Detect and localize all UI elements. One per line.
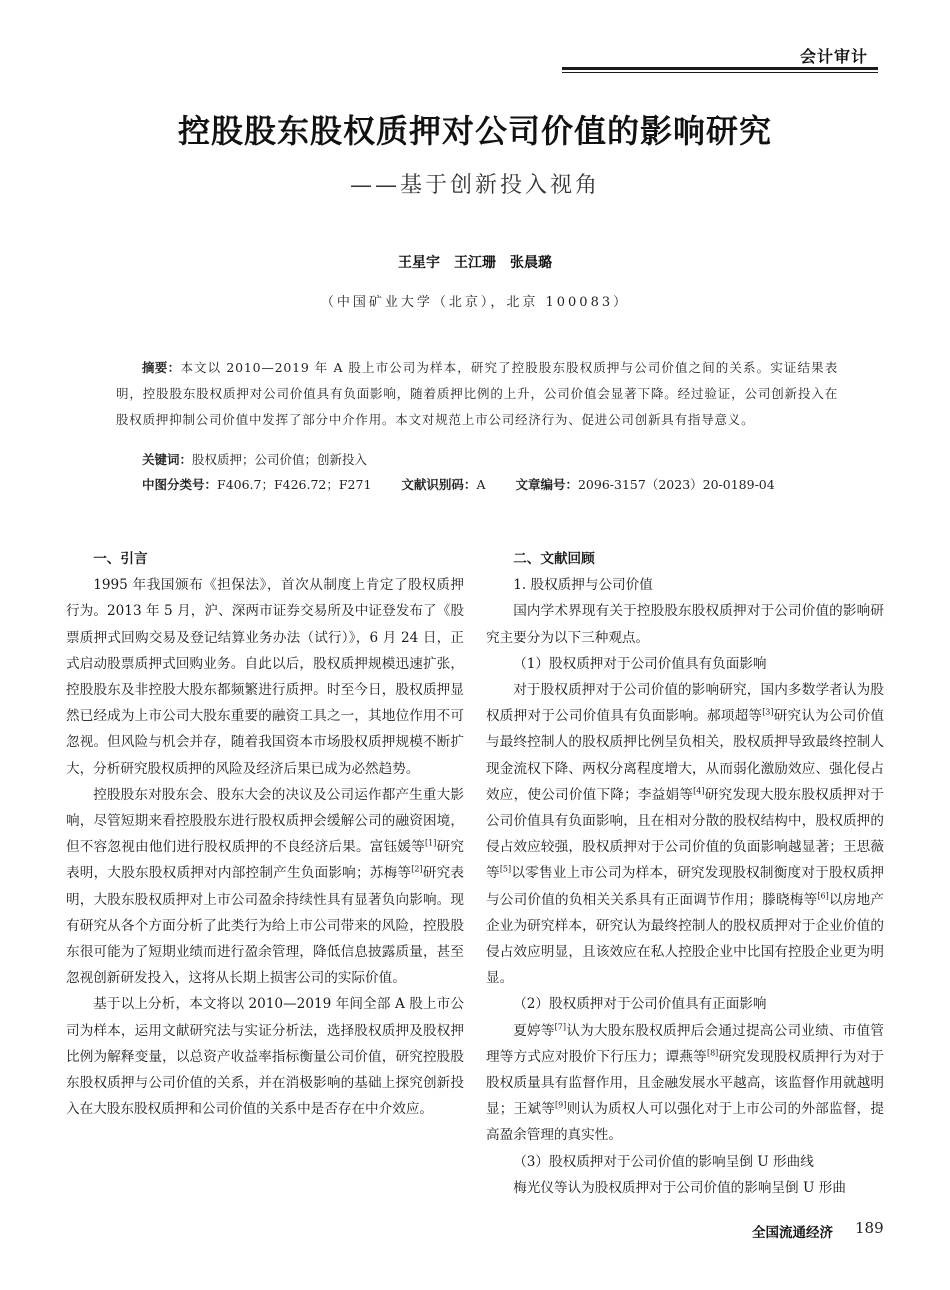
paper-subtitle: ——基于创新投入视角	[349, 173, 600, 198]
review-paragraph-2	[486, 677, 884, 991]
citation-ref: [3]	[762, 707, 774, 717]
text-run: 研究表明，大股东股权质押对内部控制产生负面影响；苏梅等	[66, 839, 465, 882]
citation-ref: [5]	[499, 864, 512, 874]
intro-paragraph-2	[66, 782, 464, 992]
review-paragraph-4: 梅光仪等认为股权质押对于公司价值的影响呈倒 U 形曲	[513, 1179, 846, 1196]
text-run: 对于股权质押对于公司价值的影响研究，国内多数学者认为股权质押对于公司价值具有负面影响。郝项超等	[486, 682, 884, 725]
abstract-text: 本文以 2010—2019 年 A 股上市公司为样本，研究了控股股东股权质押与公司价值之间的关系。实证结果表明，控股股东股权质押对公司价值具有负面影响，随着质押比例的上升，公司价值会显著下降。经过验证，公司创新投入在股权质押抑制公司价值中发挥了部分中介作用。本文对规范上市公司经济行为、促进公司创新具有指导意义。	[116, 360, 838, 427]
text-run: 以房地产企业为研究样本，研究认为最终控制人的股权质押对于企业价值的侵占效应明显，且该效应在私人控股企业中比国有控股企业更为明显。	[486, 891, 885, 987]
citation-ref: [4]	[693, 786, 705, 796]
left-column	[66, 546, 464, 1122]
citation-ref: [8]	[706, 1048, 719, 1058]
article-number-value: 2096-3157（2023）20-0189-04	[577, 477, 775, 492]
intro-paragraph-3: 基于以上分析，本文将以 2010—2019 年间全部 A 股上市公司为样本，运用文献研究法与实证分析法，选择股权质押及股权押比例为解释变量，以总资产收益率指标衡量公司价值，研究控股股东股权质押与公司价值的关系，并在消极影响的基础上探究创新投入在大股东股权质押和公司价值的关系中是否存在中介效应。	[66, 996, 464, 1118]
intro-paragraph-1: 1995 年我国颁布《担保法》，首次从制度上肯定了股权质押行为。2013 年 5 月，沪、深两市证券交易所及中证登发布了《股票质押式回购交易及登记结算业务办法（试行）》，6 月 24 日，正式启动股票质押式回购业务。自此以后，股权质押规模迅速扩张，控股股东及非控股大股东都频繁进行质押。时至今日，股权质押显然已经成为上市公司大股东重要的融资工具之一，其地位作用不可忽视。但风险与机会并存，随着我国资本市场股权质押规模不断扩大，分析研究股权质押的风险及经济后果已成为必然趋势。	[66, 577, 464, 777]
clc-value: F406.7；F426.72；F271	[217, 477, 372, 492]
article-number-label: 文章编号：	[515, 477, 578, 492]
text-run: 以零售业上市公司为样本，研究发现股权制衡度对于股权质押与公司价值的负相关关系具有正面调节作用；滕晓梅等	[486, 865, 885, 908]
viewpoint-heading-3: （3）股权质押对于公司价值的影响呈倒 U 形曲线	[513, 1153, 814, 1170]
citation-ref: [2]	[411, 864, 423, 874]
citation-ref: [1]	[425, 838, 437, 848]
text-run: 控股股东对股东会、股东大会的决议及公司运作都产生重大影响，尽管短期来看控股股东进行股权质押会缓解公司的融资困境，但不容忽视由他们进行股权质押的不良经济后果。富钰媛等	[66, 786, 464, 856]
page-number: 189	[855, 1219, 884, 1237]
text-run: 研究表明，大股东股权质押对上市公司盈余持续性具有显著负向影响。现有研究从各个方面分析了此类行为给上市公司带来的风险，控股股东很可能为了短期业绩而进行盈余管理，降低信息披露质量，甚至忽视创新研发投入，这将从长期上损害公司的实际价值。	[66, 865, 465, 987]
subsection-heading: 1. 股权质押与公司价值	[513, 577, 653, 594]
citation-ref: [7]	[554, 1022, 567, 1032]
author-list: 王星宇 王江珊 张晨璐	[398, 255, 552, 271]
citation-ref: [9]	[555, 1100, 567, 1110]
review-paragraph-1: 国内学术界现有关于控股股东股权质押对于公司价值的影响研究主要分为以下三种观点。	[486, 603, 884, 646]
text-run: 研究发现大股东股权质押对于公司价值具有负面影响，且在相对分散的股权结构中，股权质押的侵占效应较强，股权质押对于公司价值的负面影响越显著；王思薇等	[486, 786, 885, 882]
review-paragraph-3	[486, 1018, 884, 1149]
doc-code-label: 文献识别码：	[401, 477, 477, 492]
text-run: 研究发现股权质押行为对于股权质量具有监督作用，且金融发展水平越高，该监督作用就越明显；王斌等	[486, 1048, 885, 1118]
journal-section-label: 会计审计	[799, 47, 868, 66]
keywords-label: 关键词：	[142, 452, 193, 467]
paper-title: 控股股东股权质押对公司价值的影响研究	[177, 112, 772, 150]
keywords-text: 股权质押；公司价值；创新投入	[192, 452, 368, 467]
text-run: 认为大股东股权质押后会通过提高公司业绩、市值管理等方式应对股价下行压力；谭燕等	[486, 1022, 885, 1065]
abstract	[116, 355, 838, 433]
header-rule-thin	[562, 72, 878, 73]
citation-ref: [6]	[817, 891, 829, 901]
viewpoint-heading-2: （2）股权质押对于公司价值具有正面影响	[513, 996, 767, 1013]
header-rule	[562, 67, 878, 70]
doc-code-value: A	[476, 477, 486, 492]
text-run: 夏婷等	[513, 1022, 555, 1039]
right-column	[486, 546, 884, 1201]
classification-line	[142, 475, 775, 495]
clc-label: 中图分类号：	[142, 477, 218, 492]
text-run: 研究认为公司价值与最终控制人的股权质押比例呈负相关，股权质押导致最终控制人现金流权下降、两权分离程度增大，从而弱化激励效应、强化侵占效应，使公司价值下降；李益娟等	[486, 708, 885, 803]
keywords	[142, 450, 367, 470]
abstract-label: 摘要：	[142, 360, 181, 375]
section-heading-review: 二、文献回顾	[513, 551, 595, 567]
section-heading-intro: 一、引言	[93, 551, 148, 567]
author-affiliation: （中国矿业大学（北京），北京 100083）	[320, 295, 630, 310]
footer-journal-name: 全国流通经济	[752, 1225, 833, 1241]
viewpoint-heading-1: （1）股权质押对于公司价值具有负面影响	[513, 655, 767, 672]
text-run: 则认为质权人可以强化对于上市公司的外部监督，提高盈余管理的真实性。	[486, 1101, 884, 1144]
